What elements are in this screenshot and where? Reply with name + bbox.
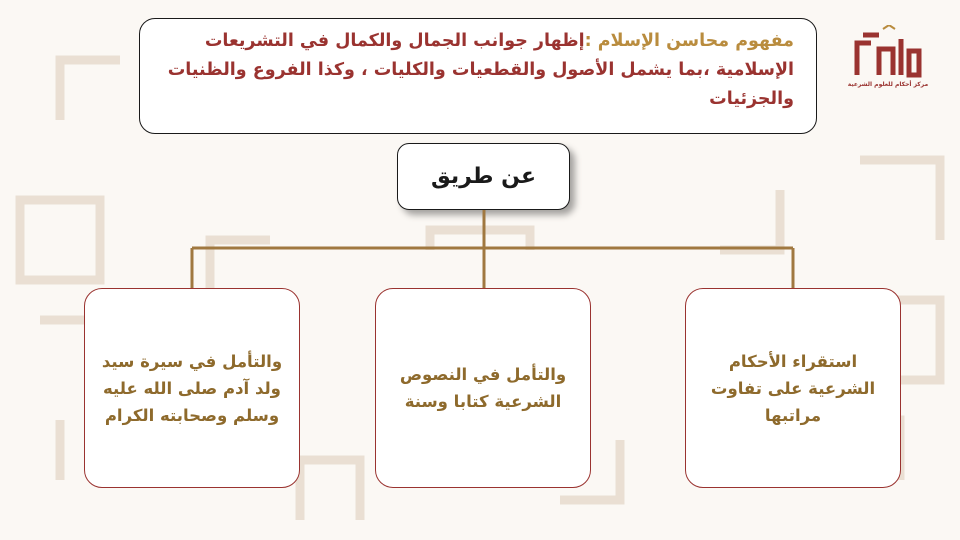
branch-text: والتأمل في النصوص الشرعية كتابا وسنة	[399, 365, 567, 411]
branch-text: استقراء الأحكام الشرعية على تفاوت مراتبها	[710, 351, 876, 425]
concept-lead: مفهوم محاسن الإسلام :	[584, 31, 794, 51]
concept-body: إظهار جوانب الجمال والكمال في التشريعات الإسلامية ،بما يشمل الأصول والقطعيات والكليات ، وكذا الفروع والظنيات والجزئيات	[167, 31, 794, 109]
logo-mark-icon	[853, 25, 923, 79]
method-label: عن طريق	[431, 164, 536, 189]
branch-card-sira	[84, 288, 300, 488]
branch-text: والتأمل في سيرة سيد ولد آدم صلى الله عليه وسلم وصحابته الكرام	[101, 351, 283, 425]
brand-caption: مركز أحكام للعلوم الشرعية	[847, 81, 929, 88]
branch-card-texts	[375, 288, 591, 488]
brand-logo	[845, 25, 931, 97]
branch-card-induction	[685, 288, 901, 488]
